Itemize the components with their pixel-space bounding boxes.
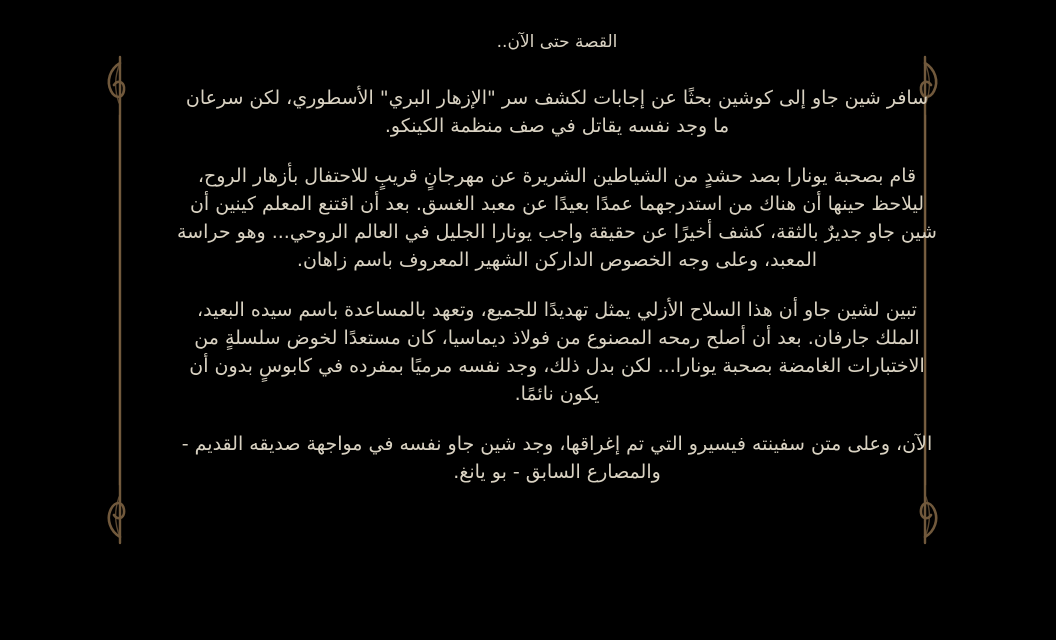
story-title: القصة حتى الآن.. bbox=[496, 32, 618, 52]
story-paragraph-1: سافر شين جاو إلى كوشين بحثًا عن إجابات لكشف سر "الإزهار البري" الأسطوري، لكن سرعان ما وجد نفسه يقاتل في صف منظمة الكينكو. bbox=[185, 87, 929, 137]
story-text-column bbox=[177, 30, 937, 508]
flourish-left-icon bbox=[102, 55, 138, 545]
story-paragraph-4: الآن، وعلى متن سفينته فيسيرو التي تم إغراقها، وجد شين جاو نفسه في مواجهة صديقه القديم - والمصارع السابق - بو يانغ. bbox=[181, 433, 933, 483]
story-paragraph-2: قام بصحبة يونارا بصد حشدٍ من الشياطين الشريرة عن مهرجانٍ قريبٍ للاحتفال بأزهار الروح، ليلاحظ حينها أن هناك من استدرجهما عمدًا بعيدًا عن معبد الغسق. بعد أن اقتنع المعلم كينين أن شين جاو جديرٌ بالثقة، كشف أخيرًا عن حقيقة واجب يونارا الجليل في العالم الروحي... وهو حراسة المعبد، وعلى وجه الخصوص الداركن الشهير المعروف باسم زاهان. bbox=[177, 165, 937, 271]
story-paragraph-3: تبين لشين جاو أن هذا السلاح الأزلي يمثل تهديدًا للجميع، وتعهد بالمساعدة باسم سيده البعيد، الملك جارفان. بعد أن أصلح رمحه المصنوع من فولاذ ديماسيا، كان مستعدًا لخوض سلسلةٍ من الاختبارات الغامضة بصحبة يونارا... لكن بدل ذلك، وجد نفسه مرميًا بمفرده في كابوسٍ بدون أن يكون نائمًا. bbox=[189, 299, 925, 405]
